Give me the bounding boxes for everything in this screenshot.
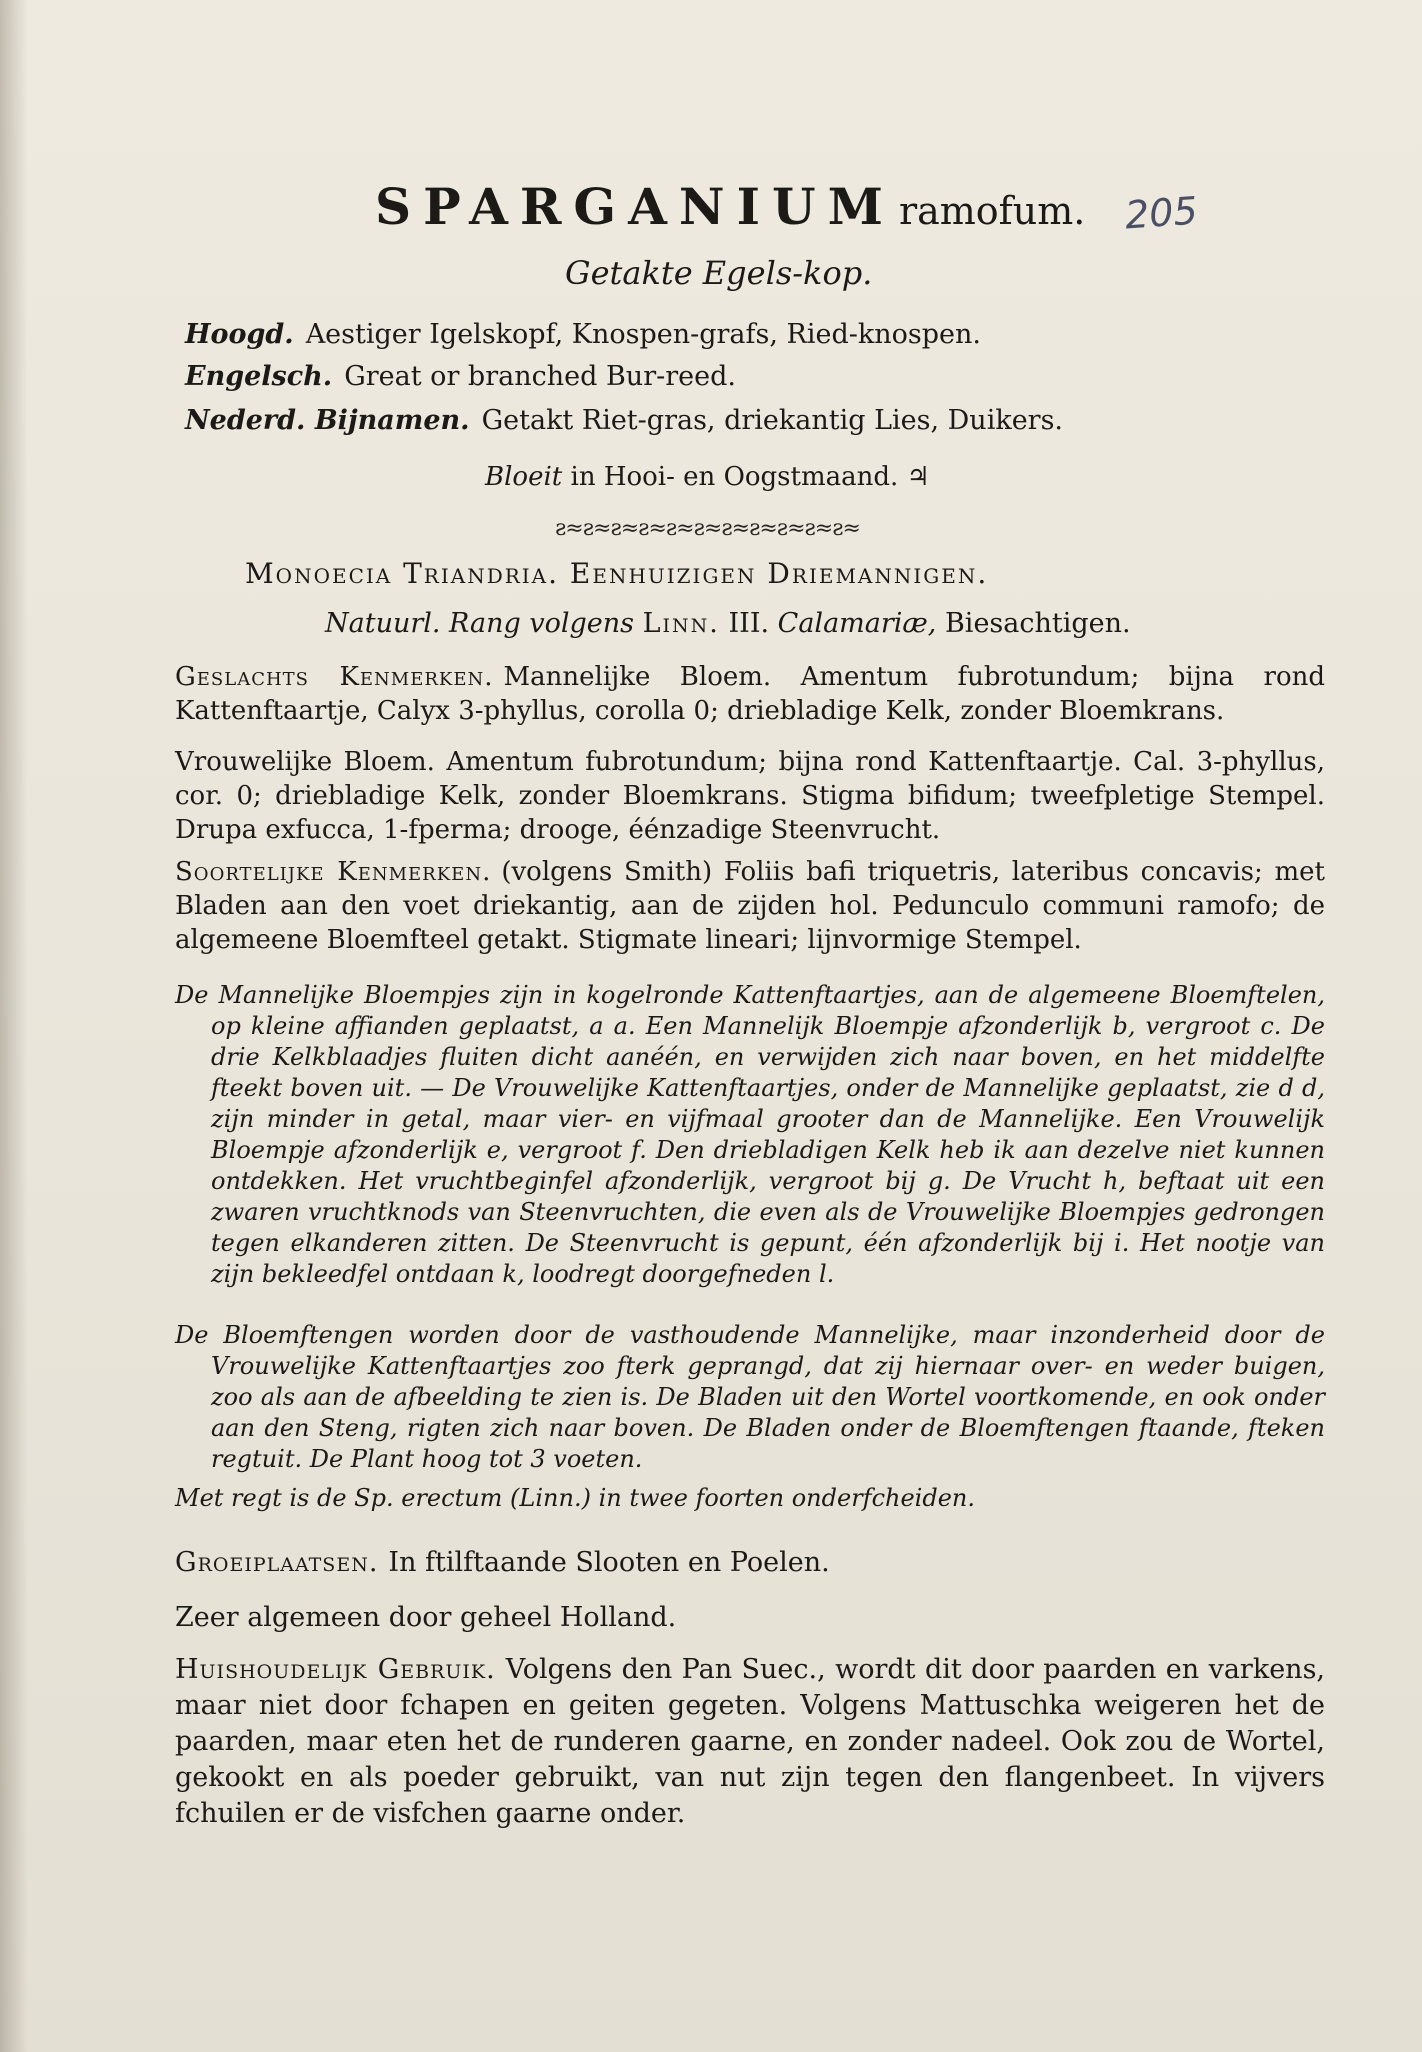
female-flower: Vrouwelijke Bloem. Amentum fubrotundum; bijna rond Kattenftaartje. Cal. 3-phyllus, cor. 0; driebladige Kelk, zonder Bloemkrans. Stigma bifidum; tweefpletige Stempel. Drupa exfucca, 1-fperma; drooge, éénzadige Steenvrucht. bbox=[175, 747, 1325, 845]
natural-rank bbox=[325, 607, 1131, 641]
genus-name: SPARGANIUM bbox=[375, 177, 895, 236]
section-label: Soortelijke Kenmerken. bbox=[175, 857, 492, 887]
ornament-divider: ƨ≈ƨ≈ƨ≈ƨ≈ƨ≈ƨ≈ƨ≈ƨ≈ƨ≈ƨ≈ƨ≈ bbox=[555, 516, 860, 541]
synonym-text: Aestiger Igelskopf, Knospen-grafs, Ried-knospen. bbox=[305, 319, 981, 350]
description-paragraph-1: De Mannelijke Bloempjes zijn in kogelronde Kattenftaartjes, aan de algemeene Bloemftelen, op kleine affianden geplaatst, a a. Een Mannelijk Bloempje afzonderlijk b, vergroot c. De drie Kelkblaadjes fluiten dicht aanéén, en verwijden zich naar boven, en het middelfte fteekt boven uit. — De Vrouwelijke Kattenftaartjes, onder de Mannelijke geplaatst, zie d d, zijn minder in getal, maar vier- en vijfmaal grooter dan de Mannelijke. Een Vrouwelijk Bloempje afzonderlijk e, vergroot f. Den driebladigen Kelk heb ik aan dezelve niet kunnen ontdekken. Het vruchtbeginfel afzonderlijk, vergroot bij g. De Vrucht h, beftaat uit een zwaren vruchtknods van Steenvruchten, die even als de Vrouwelijke Bloempjes gedrongen tegen elkanderen zitten. De Steenvrucht is gepunt, één afzonderlijk bij i. Het nootje van zijn bekleedfel ontdaan k, loodregt doorgefneden l. bbox=[175, 981, 1325, 1288]
specific-characters bbox=[175, 855, 1325, 957]
description-paragraph-3: Met regt is de Sp. erectum (Linn.) in twee foorten onderfcheiden. bbox=[175, 1484, 975, 1512]
flowering-period bbox=[485, 460, 930, 494]
synonym-dutch bbox=[185, 404, 1063, 438]
page-title bbox=[375, 177, 1086, 236]
rank-order: Calamariæ, bbox=[777, 608, 937, 639]
synonym-text: Getakt Riet-gras, driekantig Lies, Duikers. bbox=[481, 405, 1064, 436]
section-text: Mannelijke Bloem. Amentum fubrotundum; bijna rond Kattenftaartje, Calyx 3-phyllus, corolla 0; driebladige Kelk, zonder Bloemkrans. bbox=[175, 662, 1325, 726]
rank-common: Biesachtigen. bbox=[944, 608, 1131, 639]
synonym-english bbox=[185, 360, 736, 394]
synonym-label: Hoogd. bbox=[185, 319, 294, 350]
rank-lead: Natuurl. Rang volgens bbox=[325, 608, 635, 639]
distribution: Zeer algemeen door geheel Holland. bbox=[175, 1602, 677, 1633]
section-text: (volgens Smith) Foliis bafi triquetris, lateribus concavis; met Bladen aan den voet driekantig, aan de zijden hol. Pedunculo communi ramofo; de algemeene Bloemfteel getakt. Stigmate lineari; lijnvormige Stempel. bbox=[175, 857, 1325, 955]
rank-number: III. bbox=[728, 608, 770, 639]
linnaean-class: Monoecia Triandria. Eenhuizigen Driemannigen. bbox=[245, 557, 989, 590]
perennial-symbol: ♃ bbox=[906, 462, 930, 492]
synonym-label: Engelsch. bbox=[185, 361, 333, 392]
rank-author: Linn. bbox=[642, 608, 720, 639]
section-label: Huishoudelijk Gebruik. bbox=[175, 1654, 496, 1685]
section-label: Geslachts Kenmerken. bbox=[175, 662, 494, 692]
section-text: In ftilftaande Slooten en Poelen. bbox=[388, 1547, 830, 1578]
description-paragraph-2: De Bloemftengen worden door de vasthoudende Mannelijke, maar inzonderheid door de Vrouwelijke Kattenftaartjes zoo fterk geprangd, dat zij hiernaar over- en weder buigen, zoo als aan de afbeelding te zien is. De Bladen uit den Wortel voortkomende, en ook onder aan den Steng, rigten zich naar boven. De Bladen onder de Bloemftengen ftaande, fteken regtuit. De Plant hoog tot 3 voeten. bbox=[175, 1321, 1325, 1473]
section-text: Volgens den Pan Suec., wordt dit door paarden en varkens, maar niet door fchapen en geiten gegeten. Volgens Mattuschka weigeren het de paarden, maar eten het de runderen gaarne, en zonder nadeel. Ook zou de Wortel, gekookt en als poeder gebruikt, van nut zijn tegen den flangenbeet. In vijvers fchuilen er de visfchen gaarne onder. bbox=[175, 1654, 1326, 1829]
household-use bbox=[175, 1652, 1325, 1832]
generic-characters bbox=[175, 660, 1325, 728]
species-name: ramofum. bbox=[898, 189, 1086, 233]
synonym-text: Great or branched Bur-reed. bbox=[344, 361, 736, 392]
synonym-label: Nederd. Bijnamen. bbox=[185, 405, 470, 436]
handwritten-page-number: 205 bbox=[1123, 188, 1199, 238]
dutch-name: Getakte Egels-kop. bbox=[565, 254, 873, 292]
flowering-text: in Hooi- en Oogstmaand. bbox=[570, 462, 899, 492]
habitat bbox=[175, 1545, 1325, 1581]
synonym-german bbox=[185, 318, 981, 352]
flowering-lead: Bloeit bbox=[485, 462, 563, 492]
section-label: Groeiplaatsen. bbox=[175, 1547, 379, 1578]
